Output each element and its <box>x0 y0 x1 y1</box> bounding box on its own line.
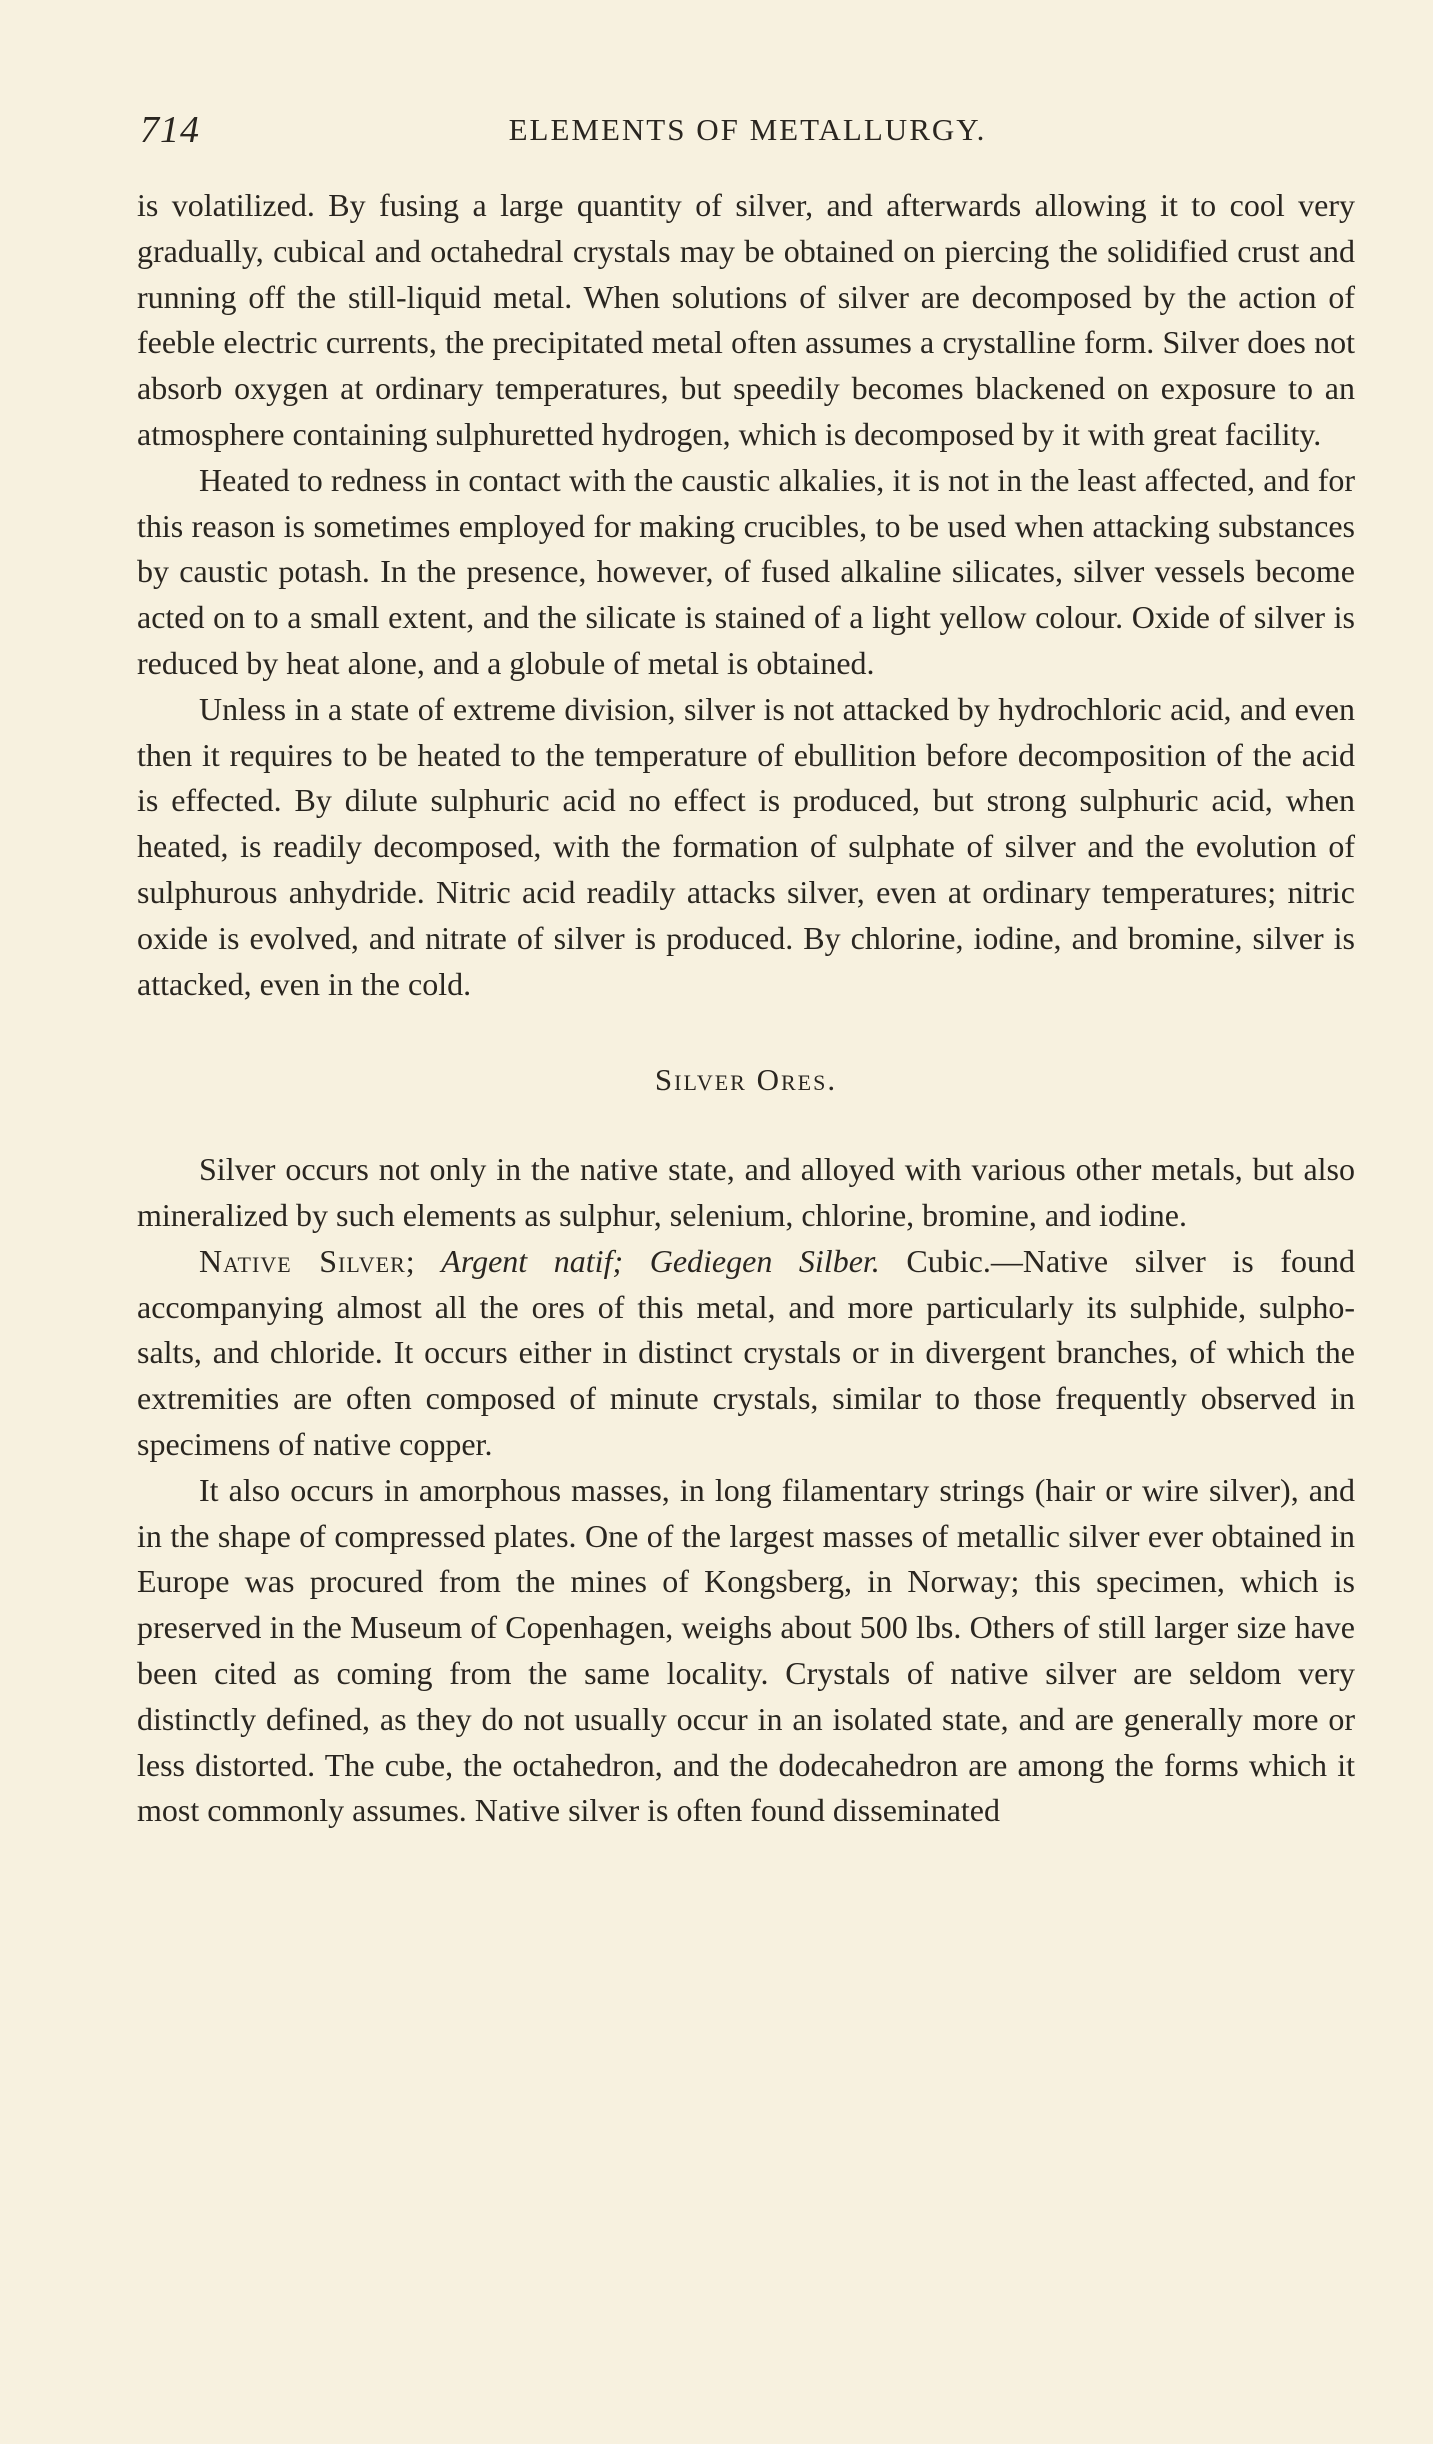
running-title: ELEMENTS OF METALLURGY. <box>508 112 987 147</box>
paragraph-silver-occurrence: Silver occurs not only in the native state, and alloyed with various other metals, but also mineralized by such elements as sulphur, selenium, chlorine, bromine, and iodine. <box>137 1151 1355 1233</box>
section-heading: Silver Ores. <box>654 1062 838 1098</box>
page-body <box>137 183 1355 1834</box>
page-header <box>140 108 1355 158</box>
paragraph-acids: Unless in a state of extreme division, silver is not attacked by hydrochloric acid, and even then it requires to be heated to the temperature of ebullition before decomposition of the acid is effected. By dilute sulphuric acid no effect is produced, but strong sulphuric acid, when heated, is readily decomposed, with the formation of sulphate of silver and the evolution of sulphurous anhydride. Nitric acid readily attacks silver, even at ordinary temperatures; nitric oxide is evolved, and nitrate of silver is produced. By chlorine, iodine, and bromine, silver is attacked, even in the cold. <box>137 690 1355 1002</box>
native-silver-separator: ; <box>405 1242 415 1279</box>
native-silver-names: Argent natif; Gediegen Silber. <box>441 1242 880 1279</box>
paragraph-caustic-alkalies: Heated to redness in contact with the caustic alkalies, it is not in the least affected, and for this reason is sometimes employed for making crucibles, to be used when attacking substances by caustic potash. In the presence, however, of fused alkaline silicates, silver vessels become acted on to a small extent, and the silicate is stained of a light yellow colour. Oxide of silver is reduced by heat alone, and a globule of metal is obtained. <box>137 461 1355 681</box>
paragraph-native-silver <box>137 1239 1355 1468</box>
page-number: 714 <box>140 109 200 151</box>
native-silver-label: Native Silver <box>199 1242 406 1279</box>
paragraph-volatilized: is volatilized. By fusing a large quantity of silver, and afterwards allowing it to cool very gradually, cubical and octahedral crystals may be obtained on piercing the solidified crust and running off the still-liquid metal. When solutions of silver are decomposed by the action of feeble electric currents, the precipitated metal often assumes a crystalline form. Silver does not absorb oxygen at ordinary temperatures, but speedily becomes blackened on exposure to an atmosphere containing sulphuretted hydrogen, which is decomposed by it with great facility. <box>137 187 1355 452</box>
native-silver-description: Cubic.—Native silver is found accompanying almost all the ores of this metal, and more particularly its sulphide, sulpho-salts, and chloride. It occurs either in distinct crystals or in divergent branches, of which the extremities are often composed of minute crystals, similar to those frequently observed in specimens of native copper. <box>137 1242 1355 1462</box>
paragraph-amorphous-masses: It also occurs in amorphous masses, in long filamentary strings (hair or wire silver), and in the shape of compressed plates. One of the largest masses of metallic silver ever obtained in Europe was procured from the mines of Kongsberg, in Norway; this specimen, which is preserved in the Museum of Copenhagen, weighs about 500 lbs. Others of still larger size have been cited as coming from the same locality. Crystals of native silver are seldom very distinctly defined, as they do not usually occur in an isolated state, and are generally more or less distorted. The cube, the octahedron, and the dodecahedron are among the forms which it most commonly assumes. Native silver is often found disseminated <box>137 1471 1355 1829</box>
